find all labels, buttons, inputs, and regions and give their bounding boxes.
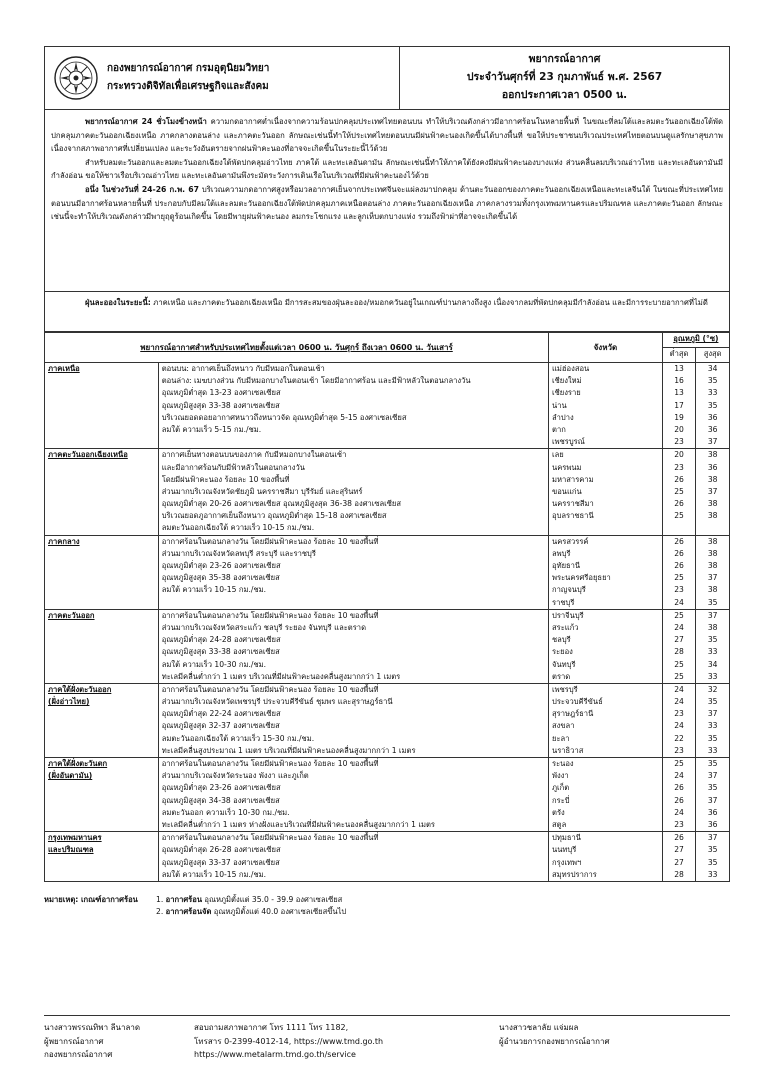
min-temp-cell <box>662 449 696 535</box>
max-temp: 37 <box>707 709 718 719</box>
min-temp: 23 <box>674 462 684 472</box>
forecast-line: อุณหภูมิสูงสุด 33-37 องศาเซลเซียส <box>161 857 280 867</box>
dust-text: ภาคเหนือ และภาคตะวันออกเฉียงเหนือ มีการสะสมของฝุ่นละออง/หมอกควันอยู่ในเกณฑ์ปานกลางถึงสูง เนื่องจากลมที่พัดปกคลุมมีกำลังอ่อน และมีการระบายอากาศที่ไม่ดี <box>150 298 708 307</box>
province-name: ระนอง <box>552 759 574 768</box>
region-name: และปริมณฑล <box>48 845 94 855</box>
province-name: ตราด <box>552 671 571 681</box>
max-temp: 35 <box>707 400 718 410</box>
forecast-line <box>162 436 545 448</box>
max-temp-cell <box>696 609 730 683</box>
note-item-1-num: 1. <box>156 894 164 904</box>
agency-line-1: กองพยากรณ์อากาศ กรมอุตุนิยมวิทยา <box>107 63 270 74</box>
note-item-1 <box>156 894 346 906</box>
province-name: ประจวบคีรีขันธ์ <box>552 697 603 707</box>
max-temp: 33 <box>707 388 718 398</box>
min-temp-cell <box>662 363 696 449</box>
province-name: สระแก้ว <box>552 622 579 632</box>
max-temp: 38 <box>707 511 718 521</box>
contact-fax-website: โทรสาร 0-2399-4012-14, https://www.tmd.go.th <box>194 1036 384 1046</box>
forecast-title-block <box>400 47 729 109</box>
forecast-line: อุณหภูมิต่ำสุด 22-24 องศาเซลเซียส <box>161 709 281 719</box>
province-name-cell <box>549 449 663 535</box>
min-temp: 16 <box>674 376 684 386</box>
min-temp: 25 <box>674 759 684 768</box>
forecast-line: อุณหภูมิต่ำสุด 20-26 องศาเซลเซียส อุณหภูมิสูงสุด 36-38 องศาเซลเซียส <box>161 499 402 509</box>
min-temp: 24 <box>674 721 684 731</box>
region-row <box>45 609 730 683</box>
region-name: ภาคใต้ฝั่งตะวันออก <box>48 684 112 694</box>
min-temp: 24 <box>674 771 684 781</box>
max-temp: 34 <box>707 659 718 669</box>
max-temp: 38 <box>707 548 718 558</box>
max-temp: 36 <box>707 462 718 472</box>
province-name-cell <box>549 535 663 609</box>
min-temp-cell <box>662 758 696 832</box>
max-temp: 35 <box>707 783 718 793</box>
province-name: น่าน <box>552 400 567 410</box>
region-forecast-cell <box>158 535 548 609</box>
region-name-cell <box>45 363 159 449</box>
max-temp: 37 <box>707 833 718 843</box>
region-name: ภาคเหนือ <box>48 364 80 373</box>
region-name: กรุงเทพมหานคร <box>48 833 102 843</box>
min-temp: 24 <box>674 622 684 632</box>
max-temp: 35 <box>707 635 718 645</box>
agency-line-2: กระทรวงดิจิทัลเพื่อเศรษฐกิจและสังคม <box>107 81 269 92</box>
max-temp: 35 <box>707 597 718 607</box>
min-temp: 26 <box>674 561 684 570</box>
min-temp: 23 <box>674 585 684 595</box>
summary-text-3: บริเวณความกดอากาศสูงหรือมวลอากาศเย็นจากประเทศจีนจะแผ่ลงมาปกคลุม ด้านตะวันออกของภาคตะวันออกเฉียงเหนือและทะเลจีนใต้ ในขณะที่ประเทศไทยตอนบนมีอากาศร้อนหลายพื้นที่ ประกอบกับมีลมใต้และลมตะวันออกเฉียงใต้พัดปกคลุมภาคเหนือตอนล่าง ภาคตะวันออกเฉียงเหนือ ภาคกลางรวมทั้งกรุงเทพมหานครและปริมณฑล และภาคตะวันออก ลักษณะเช่นนี้จะทำให้บริเวณดังกล่าวมีพายุฤดูร้อนเกิดขึ้น โดยมีพายุฝนฟ้าคะนอง ลมกระโชกแรง และลูกเห็บตกบางแห่ง รวมถึงฟ้าผ่าที่อาจจะเกิดขึ้นได้ <box>51 184 723 222</box>
max-temp-cell <box>696 449 730 535</box>
max-temp: 38 <box>707 561 718 570</box>
max-temp: 34 <box>707 364 718 373</box>
min-temp: 24 <box>674 697 684 707</box>
temperature-column-header: อุณหภูมิ (°ซ) <box>662 333 729 348</box>
document-header <box>44 46 730 110</box>
region-name: ภาคใต้ฝั่งตะวันตก <box>48 759 108 768</box>
region-row <box>45 535 730 609</box>
min-temp: 25 <box>674 659 684 669</box>
max-temp: 35 <box>707 697 718 707</box>
agency-block <box>45 47 400 109</box>
min-temp: 26 <box>674 548 684 558</box>
min-temp: 28 <box>674 869 684 879</box>
max-temp-cell <box>696 535 730 609</box>
min-temp: 27 <box>674 635 684 645</box>
note-items <box>156 894 346 918</box>
region-forecast-cell <box>158 449 548 535</box>
forecast-line: ทะเลมีคลื่นต่ำกว่า 1 เมตร ห่างฝั่งและบริเวณที่มีฝนฟ้าคะนองคลื่นสูงมากกว่า 1 เมตร <box>161 819 435 829</box>
forecast-line: อุณหภูมิสูงสุด 32-37 องศาเซลเซียส <box>161 721 280 731</box>
province-name: มหาสารคาม <box>552 474 594 484</box>
min-temp: 24 <box>674 684 684 694</box>
document-footer <box>44 1015 730 1071</box>
province-name: ขอนแก่น <box>552 486 582 496</box>
min-temp: 26 <box>674 536 684 546</box>
province-column-header: จังหวัด <box>549 333 663 363</box>
table-body <box>45 363 730 882</box>
max-temp: 33 <box>707 647 718 657</box>
region-name-cell <box>45 609 159 683</box>
forecast-line: ลมใต้ ความเร็ว 10-15 กม./ชม. <box>161 869 267 879</box>
forecast-line: บริเวณยอดภูอากาศเย็นถึงหนาว อุณหภูมิต่ำสุด 15-18 องศาเซลเซียส <box>161 511 387 521</box>
region-forecast-cell <box>158 683 548 757</box>
province-name: อุบลราชธานี <box>552 511 594 521</box>
province-name-cell <box>549 683 663 757</box>
province-name: สตูล <box>552 819 567 829</box>
max-temp: 36 <box>707 412 718 422</box>
province-name: ชลบุรี <box>552 635 571 645</box>
forecast-sheet <box>44 46 730 918</box>
max-temp: 35 <box>707 733 718 743</box>
max-temp: 33 <box>707 869 718 879</box>
province-name: เชียงใหม่ <box>552 376 582 386</box>
forecast-date: ประจำวันศุกร์ที่ 23 กุมภาพันธ์ พ.ศ. 2567 <box>466 71 663 83</box>
region-name-cell <box>45 683 159 757</box>
region-forecast-cell <box>158 832 548 882</box>
max-temp-cell <box>696 683 730 757</box>
forecast-line: ลมตะวันออกเฉียงใต้ ความเร็ว 15-30 กม./ชม. <box>161 733 315 743</box>
province-name: พระนครศรีอยุธยา <box>552 573 611 583</box>
director-role: ผู้อำนวยการกองพยากรณ์อากาศ <box>499 1036 610 1046</box>
min-temp: 27 <box>674 845 684 855</box>
region-name-cell <box>45 832 159 882</box>
max-temp <box>696 522 729 534</box>
forecast-summary <box>44 110 730 292</box>
province-name: เพชรบุรี <box>552 684 578 694</box>
province-name <box>552 522 659 534</box>
forecast-line <box>162 597 545 609</box>
max-temp: 36 <box>707 424 718 434</box>
contact-block <box>194 1021 499 1071</box>
max-temp: 35 <box>707 759 718 768</box>
province-name: พังงา <box>552 771 569 781</box>
region-name-cell <box>45 758 159 832</box>
province-name: กระบี่ <box>552 795 570 805</box>
province-name-cell <box>549 363 663 449</box>
summary-text-2: สำหรับลมตะวันออกและลมตะวันออกเฉียงใต้พัดปกคลุมอ่าวไทย ภาคใต้ และทะเลอันดามัน ลักษณะเช่นนี้ทำให้ภาคใต้ยังคงมีฝนฟ้าคะนองบางแห่ง ส่วนคลื่นลมบริเวณอ่าวไทย และทะเลอันดามันมีกำลังอ่อน ขอให้ชาวเรือบริเวณอ่าวไทย และทะเลอันดามันพึงระมัดระวังการเดินเรือในบริเวณที่มีฝนฟ้าคะนองไว้ด้วย <box>51 157 723 181</box>
max-temp: 37 <box>707 771 718 781</box>
min-temp: 20 <box>674 424 684 434</box>
min-temp: 23 <box>674 437 684 447</box>
note-item-1-text: อุณหภูมิตั้งแต่ 35.0 - 39.9 องศาเซลเซียส <box>202 894 343 904</box>
agency-name <box>107 60 269 96</box>
min-temp <box>663 522 696 534</box>
forecast-line: ส่วนมากบริเวณจังหวัดสระแก้ว ชลบุรี ระยอง จันทบุรี และตราด <box>161 622 367 632</box>
max-temp: 38 <box>707 622 718 632</box>
regional-forecast-table <box>44 332 730 882</box>
province-name-cell <box>549 832 663 882</box>
forecast-line: อากาศร้อนในตอนกลางวัน โดยมีฝนฟ้าคะนอง ร้อยละ 10 ของพื้นที่ <box>161 759 379 768</box>
forecast-line: ลมตะวันออก ความเร็ว 10-30 กม./ชม. <box>161 807 290 817</box>
forecast-line: อุณหภูมิสูงสุด 33-38 องศาเซลเซียส <box>161 400 280 410</box>
forecast-line: อากาศร้อนในตอนกลางวัน โดยมีฝนฟ้าคะนอง ร้อยละ 10 ของพื้นที่ <box>161 833 379 843</box>
region-row <box>45 363 730 449</box>
forecast-line: อุณหภูมิสูงสุด 33-38 องศาเซลเซียส <box>161 647 280 657</box>
province-name: ระยอง <box>552 647 573 657</box>
min-temp: 23 <box>674 819 684 829</box>
forecast-line: อากาศร้อนในตอนกลางวัน โดยมีฝนฟ้าคะนอง ร้อยละ 10 ของพื้นที่ <box>161 684 379 694</box>
min-temp: 27 <box>674 857 684 867</box>
max-temp: 38 <box>707 585 718 595</box>
forecaster-block <box>44 1021 194 1071</box>
forecast-line: อุณหภูมิต่ำสุด 13-23 องศาเซลเซียส <box>161 388 281 398</box>
contact-service-link[interactable]: https://www.metalarm.tmd.go.th/service <box>194 1050 356 1059</box>
max-temp: 38 <box>707 474 718 484</box>
summary-lead-3: อนึ่ง ในช่วงวันที่ 24-26 ก.พ. 67 <box>85 184 199 194</box>
forecast-line: โดยมีฝนฟ้าคะนอง ร้อยละ 10 ของพื้นที่ <box>161 474 290 484</box>
max-temp: 33 <box>707 721 718 731</box>
summary-paragraph-2 <box>51 156 723 183</box>
forecast-line: ลมตะวันออกเฉียงใต้ ความเร็ว 10-15 กม./ชม. <box>161 523 315 533</box>
region-row <box>45 449 730 535</box>
region-name-cell <box>45 449 159 535</box>
max-temp: 33 <box>707 671 718 681</box>
heat-criteria-note <box>44 894 730 918</box>
forecast-line: อุณหภูมิต่ำสุด 26-28 องศาเซลเซียส <box>161 845 281 855</box>
max-temp: 38 <box>707 499 718 509</box>
max-temp: 38 <box>707 536 718 546</box>
forecast-line: อากาศร้อนในตอนกลางวัน โดยมีฝนฟ้าคะนอง ร้อยละ 10 ของพื้นที่ <box>161 610 379 620</box>
region-name: ภาคกลาง <box>48 536 80 546</box>
max-temp-cell <box>696 758 730 832</box>
min-temp: 24 <box>674 807 684 817</box>
province-name: นครพนม <box>552 462 582 472</box>
min-temp: 26 <box>674 783 684 793</box>
forecast-line: ส่วนมากบริเวณจังหวัดชัยภูมิ นครราชสีมา บุรีรัมย์ และสุรินทร์ <box>161 486 363 496</box>
max-temp: 37 <box>707 486 718 496</box>
province-name: เชียงราย <box>552 388 581 398</box>
min-temp: 20 <box>674 450 684 460</box>
region-row <box>45 832 730 882</box>
note-item-2-text: อุณหภูมิตั้งแต่ 40.0 องศาเซลเซียสขึ้นไป <box>211 906 347 916</box>
max-temp-cell <box>696 363 730 449</box>
min-temp: 17 <box>674 400 684 410</box>
region-name: (ฝั่งอันดามัน) <box>48 771 93 781</box>
province-name: ลำปาง <box>552 412 574 422</box>
summary-paragraph-3 <box>51 183 723 224</box>
province-name: ปราจีนบุรี <box>552 610 584 620</box>
min-temp: 26 <box>674 833 684 843</box>
forecast-line: ลมใต้ ความเร็ว 10-30 กม./ชม. <box>161 659 267 669</box>
forecast-line: อากาศเย็นทางตอนบนของภาค กับมีหมอกบางในตอนเช้า <box>161 450 347 460</box>
forecast-line: ตอนบน: อากาศเย็นถึงหนาว กับมีหมอกในตอนเช้า <box>161 364 325 373</box>
dust-section <box>44 292 730 332</box>
province-name: ปทุมธานี <box>552 833 581 843</box>
region-forecast-cell <box>158 609 548 683</box>
dust-paragraph <box>51 296 723 310</box>
province-name: สุราษฎร์ธานี <box>552 709 594 719</box>
province-name-cell <box>549 758 663 832</box>
province-name-cell <box>549 609 663 683</box>
forecast-line: ส่วนมากบริเวณจังหวัดระนอง พังงา และภูเก็ต <box>161 771 309 781</box>
forecast-line: อุณหภูมิต่ำสุด 24-28 องศาเซลเซียส <box>161 635 281 645</box>
forecast-line: ส่วนมากบริเวณจังหวัดเพชรบุรี ประจวบคีรีขันธ์ ชุมพร และสุราษฎร์ธานี <box>161 697 393 707</box>
forecast-line: บริเวณยอดดอยอากาศหนาวถึงหนาวจัด อุณหภูมิต่ำสุด 5-15 องศาเซลเซียส <box>161 412 407 422</box>
forecast-line: อุณหภูมิสูงสุด 34-38 องศาเซลเซียส <box>161 795 280 805</box>
max-temp: 35 <box>707 845 718 855</box>
max-temp: 37 <box>707 573 718 583</box>
min-temp: 26 <box>674 499 684 509</box>
province-name: ลพบุรี <box>552 548 571 558</box>
dust-lead: ฝุ่นละอองในระยะนี้: <box>85 298 151 307</box>
min-temp: 25 <box>674 671 684 681</box>
forecast-title: พยากรณ์อากาศ <box>528 53 601 65</box>
min-temp: 28 <box>674 647 684 657</box>
note-item-1-term: อากาศร้อน <box>165 894 203 904</box>
forecast-line: อุณหภูมิต่ำสุด 23-26 องศาเซลเซียส <box>161 783 281 793</box>
region-name-cell <box>45 535 159 609</box>
province-name: ยะลา <box>552 733 570 743</box>
summary-paragraph-1 <box>51 115 723 156</box>
forecaster-dept: กองพยากรณ์อากาศ <box>44 1050 113 1059</box>
min-temp: 26 <box>674 474 684 484</box>
note-item-2 <box>156 906 346 918</box>
min-temp: 25 <box>674 511 684 521</box>
forecast-line: อุณหภูมิสูงสุด 35-38 องศาเซลเซียส <box>161 573 280 583</box>
note-label: หมายเหตุ: เกณฑ์อากาศร้อน <box>44 894 138 904</box>
province-name: กรุงเทพฯ <box>552 857 582 867</box>
note-item-2-term: อากาศร้อนจัด <box>165 906 212 916</box>
max-temp: 37 <box>707 437 718 447</box>
min-temp: 13 <box>674 388 684 398</box>
table-heading: พยากรณ์อากาศสำหรับประเทศไทยตั้งแต่เวลา 0600 น. วันศุกร์ ถึงเวลา 0600 น. วันเสาร์ <box>45 333 549 363</box>
min-temp-cell <box>662 832 696 882</box>
max-temp: 32 <box>707 684 718 694</box>
forecaster-role: ผู้พยากรณ์อากาศ <box>44 1036 104 1046</box>
summary-text-1: ความกดอากาศต่ำเนื่องจากความร้อนปกคลุมประเทศไทยตอนบน ทำให้บริเวณดังกล่าวมีอากาศร้อนในหลายพื้นที่ ในขณะที่ลมใต้และลมตะวันออกเฉียงใต้พัดปกคลุมภาคตะวันออกเฉียงเหนือ ภาคกลางตอนล่าง และภาคตะวันออก ลักษณะเช่นนี้ทำให้ประเทศไทยตอนบนมีฝนฟ้าคะนองเกิดขึ้นได้บางพื้นที่ ขอให้ประชาชนบริเวณประเทศไทยตอนบนดูแลรักษาสุขภาพเนื่องจากสภาพอากาศที่เปลี่ยนแปลง และระวังอันตรายจากฝนฟ้าคะนองที่อาจจะเกิดขึ้นในระยะนี้ไว้ด้วย <box>51 117 723 154</box>
max-temp-header: สูงสุด <box>696 348 730 363</box>
forecaster-name: นางสาวพรรณทิพา ลีนาลาด <box>44 1023 141 1032</box>
max-temp: 35 <box>707 376 718 386</box>
tmd-emblem-icon <box>53 55 99 101</box>
forecast-line: อากาศร้อนในตอนกลางวัน โดยมีฝนฟ้าคะนอง ร้อยละ 10 ของพื้นที่ <box>161 536 379 546</box>
province-name: เพชรบูรณ์ <box>552 437 585 447</box>
province-name: แม่ฮ่องสอน <box>552 364 590 373</box>
province-name: นราธิวาส <box>552 745 584 755</box>
min-temp: 24 <box>674 597 684 607</box>
max-temp: 35 <box>707 857 718 867</box>
region-forecast-cell <box>158 363 548 449</box>
forecast-line: ทะเลมีคลื่นสูงประมาณ 1 เมตร บริเวณที่มีฝนฟ้าคะนองคลื่นสูงมากกว่า 1 เมตร <box>161 745 416 755</box>
summary-lead-1: พยากรณ์อากาศ 24 ชั่วโมงข้างหน้า <box>85 117 207 126</box>
min-temp-cell <box>662 535 696 609</box>
region-name: ภาคตะวันออก <box>48 610 95 620</box>
forecast-line: และมีอากาศร้อนกับมีฟ้าหลัวในตอนกลางวัน <box>161 462 305 472</box>
min-temp: 22 <box>674 733 684 743</box>
province-name: จันทบุรี <box>552 659 576 669</box>
min-temp: 25 <box>674 486 684 496</box>
director-block <box>499 1021 730 1071</box>
min-temp-header: ต่ำสุด <box>662 348 696 363</box>
min-temp-cell <box>662 683 696 757</box>
forecast-line: ทะเลมีคลื่นต่ำกว่า 1 เมตร บริเวณที่มีฝนฟ้าคะนองคลื่นสูงมากกว่า 1 เมตร <box>161 671 401 681</box>
min-temp: 23 <box>674 745 684 755</box>
province-name: สมุทรปราการ <box>552 869 597 879</box>
region-name: (ฝั่งอ่าวไทย) <box>48 697 90 707</box>
min-temp: 19 <box>674 412 684 422</box>
forecast-line: ลมใต้ ความเร็ว 5-15 กม./ชม. <box>161 424 262 434</box>
max-temp: 36 <box>707 807 718 817</box>
min-temp: 23 <box>674 709 684 719</box>
province-name: นครสวรรค์ <box>552 536 589 546</box>
contact-phone: สอบถามสภาพอากาศ โทร 1111 โทร 1182, <box>194 1023 349 1032</box>
forecast-line: ส่วนมากบริเวณจังหวัดลพบุรี สระบุรี และราชบุรี <box>161 548 316 558</box>
province-name: นนทบุรี <box>552 845 577 855</box>
forecast-line: อุณหภูมิต่ำสุด 23-26 องศาเซลเซียส <box>161 561 281 570</box>
province-name: ตาก <box>552 424 566 434</box>
province-name: กาญจนบุรี <box>552 585 586 595</box>
note-item-2-num: 2. <box>156 906 164 916</box>
max-temp: 38 <box>707 450 718 460</box>
province-name: อุทัยธานี <box>552 561 581 570</box>
province-name: นครราชสีมา <box>552 499 594 509</box>
max-temp: 37 <box>707 610 718 620</box>
province-name: ราชบุรี <box>552 597 575 607</box>
max-temp: 37 <box>707 795 718 805</box>
province-name: ภูเก็ต <box>552 783 570 793</box>
max-temp-cell <box>696 832 730 882</box>
region-forecast-cell <box>158 758 548 832</box>
forecast-line: ลมใต้ ความเร็ว 10-15 กม./ชม. <box>161 585 267 595</box>
region-name: ภาคตะวันออกเฉียงเหนือ <box>48 450 128 460</box>
province-name: ตรัง <box>552 807 565 817</box>
min-temp: 25 <box>674 610 684 620</box>
min-temp-cell <box>662 609 696 683</box>
province-name: สงขลา <box>552 721 575 731</box>
max-temp: 36 <box>707 819 718 829</box>
min-temp: 26 <box>674 795 684 805</box>
issue-time: ออกประกาศเวลา 0500 น. <box>501 89 628 101</box>
region-row <box>45 758 730 832</box>
max-temp: 33 <box>707 745 718 755</box>
min-temp: 25 <box>674 573 684 583</box>
province-name: เลย <box>552 450 564 460</box>
region-row <box>45 683 730 757</box>
director-name: นางสาวชลาลัย แจ่มผล <box>499 1023 579 1032</box>
forecast-line: ตอนล่าง: เมฆบางส่วน กับมีหมอกบางในตอนเช้า โดยมีอากาศร้อน และมีฟ้าหลัวในตอนกลางวัน <box>161 376 471 386</box>
min-temp: 13 <box>674 364 684 373</box>
